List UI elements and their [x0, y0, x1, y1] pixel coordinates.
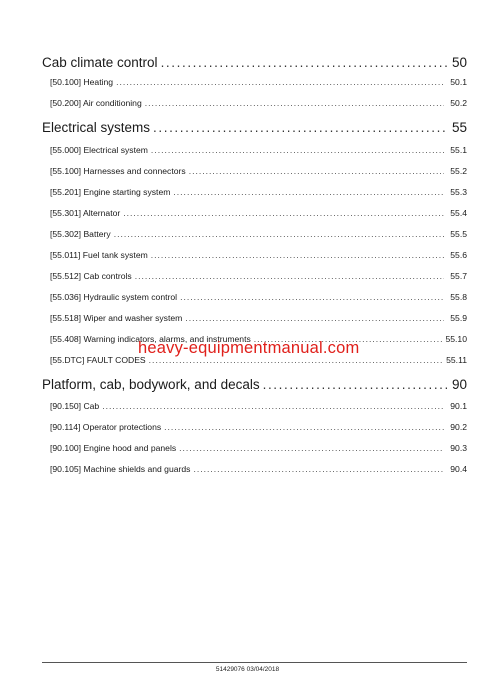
toc-entry-engine-hood-and-panels[interactable] [50, 443, 467, 455]
toc-entry-title: [55.201] Engine starting system [50, 187, 171, 197]
toc-entry-fuel-tank-system[interactable] [50, 250, 467, 262]
toc-entry-title: [90.114] Operator protections [50, 422, 162, 432]
toc-page-number: 50.1 [450, 77, 467, 87]
toc-page-number: 55.6 [450, 250, 467, 260]
toc-entry-electrical-system[interactable] [50, 145, 467, 157]
footer-divider [42, 662, 467, 663]
toc-page-number: 90 [451, 377, 467, 392]
toc-entry-air-conditioning[interactable] [50, 98, 467, 110]
toc-entry-title: [55.301] Alternator [50, 208, 121, 218]
toc-entry-operator-protections[interactable] [50, 422, 467, 434]
toc-entry-title: Platform, cab, bodywork, and decals [42, 377, 260, 392]
dot-leader [263, 377, 448, 392]
toc-page-number: 55.8 [450, 292, 467, 302]
dot-leader [179, 443, 444, 453]
toc-page-number: 90.4 [450, 464, 467, 474]
toc-entry-hydraulic-system-control[interactable] [50, 292, 467, 304]
watermark: heavy-equipmentmanual.com [138, 339, 360, 357]
toc-entry-title: [90.100] Engine hood and panels [50, 443, 177, 453]
dot-leader [173, 187, 444, 197]
toc-page-number: 55.7 [450, 271, 467, 281]
dot-leader [164, 422, 444, 432]
dot-leader [123, 208, 444, 218]
toc-entry-title: [55.518] Wiper and washer system [50, 313, 183, 323]
toc-section-cab-climate-control[interactable] [42, 55, 467, 73]
toc-entry-title: [55.100] Harnesses and connectors [50, 166, 186, 176]
toc-entry-title: [55.512] Cab controls [50, 271, 132, 281]
toc-entry-machine-shields-and-guards[interactable] [50, 464, 467, 476]
toc-entry-engine-starting-system[interactable] [50, 187, 467, 199]
toc-entry-title: [55.408] Warning indicators, alarms, and instruments [50, 334, 251, 344]
dot-leader [151, 145, 444, 155]
dot-leader [189, 166, 444, 176]
toc-page-number: 55.1 [450, 145, 467, 155]
toc-entry-wiper-and-washer-system[interactable] [50, 313, 467, 325]
toc-page-number: 90.2 [450, 422, 467, 432]
toc-entry-title: [55.011] Fuel tank system [50, 250, 148, 260]
toc-page-number: 55.2 [450, 166, 467, 176]
dot-leader [151, 250, 444, 260]
toc-page-number: 55.4 [450, 208, 467, 218]
dot-leader [102, 401, 444, 411]
toc-entry-heating[interactable] [50, 77, 467, 89]
toc-page-number: 90.3 [450, 443, 467, 453]
dot-leader [161, 55, 448, 70]
toc-page-number: 90.1 [450, 401, 467, 411]
toc-page-number: 50 [451, 55, 467, 70]
toc-entry-title: Electrical systems [42, 120, 151, 135]
toc-entry-title: [90.105] Machine shields and guards [50, 464, 191, 474]
dot-leader [116, 77, 444, 87]
toc-entry-title: [50.200] Air conditioning [50, 98, 142, 108]
toc-entry-title: [55.DTC] FAULT CODES [50, 355, 146, 365]
toc-page-number: 55.9 [450, 313, 467, 323]
toc-entry-cab-controls[interactable] [50, 271, 467, 283]
toc-page-number: 50.2 [450, 98, 467, 108]
toc-entry-title: [55.302] Battery [50, 229, 111, 239]
dot-leader [185, 313, 444, 323]
toc-page-number: 55.10 [445, 334, 467, 344]
toc-entry-title: [55.000] Electrical system [50, 145, 148, 155]
toc-entry-title: [90.150] Cab [50, 401, 100, 411]
toc-page-number: 55.5 [450, 229, 467, 239]
dot-leader [114, 229, 444, 239]
toc-entry-cab[interactable] [50, 401, 467, 413]
toc-entry-battery[interactable] [50, 229, 467, 241]
toc-entry-title: [50.100] Heating [50, 77, 114, 87]
toc-entry-harnesses-and-connectors[interactable] [50, 166, 467, 178]
toc-page-number: 55 [451, 120, 467, 135]
dot-leader [145, 98, 444, 108]
toc-entry-title: [55.036] Hydraulic system control [50, 292, 178, 302]
toc-page-number: 55.3 [450, 187, 467, 197]
toc-entry-alternator[interactable] [50, 208, 467, 220]
dot-leader [135, 271, 444, 281]
toc-page-number: 55.11 [446, 355, 467, 365]
dot-leader [193, 464, 444, 474]
dot-leader [180, 292, 444, 302]
toc-entry-title: Cab climate control [42, 55, 158, 70]
toc-section-electrical-systems[interactable] [42, 120, 467, 138]
toc-section-platform-cab-bodywork[interactable] [42, 377, 467, 395]
dot-leader [153, 120, 448, 135]
footer-document-id: 51429076 03/04/2018 [215, 666, 280, 673]
